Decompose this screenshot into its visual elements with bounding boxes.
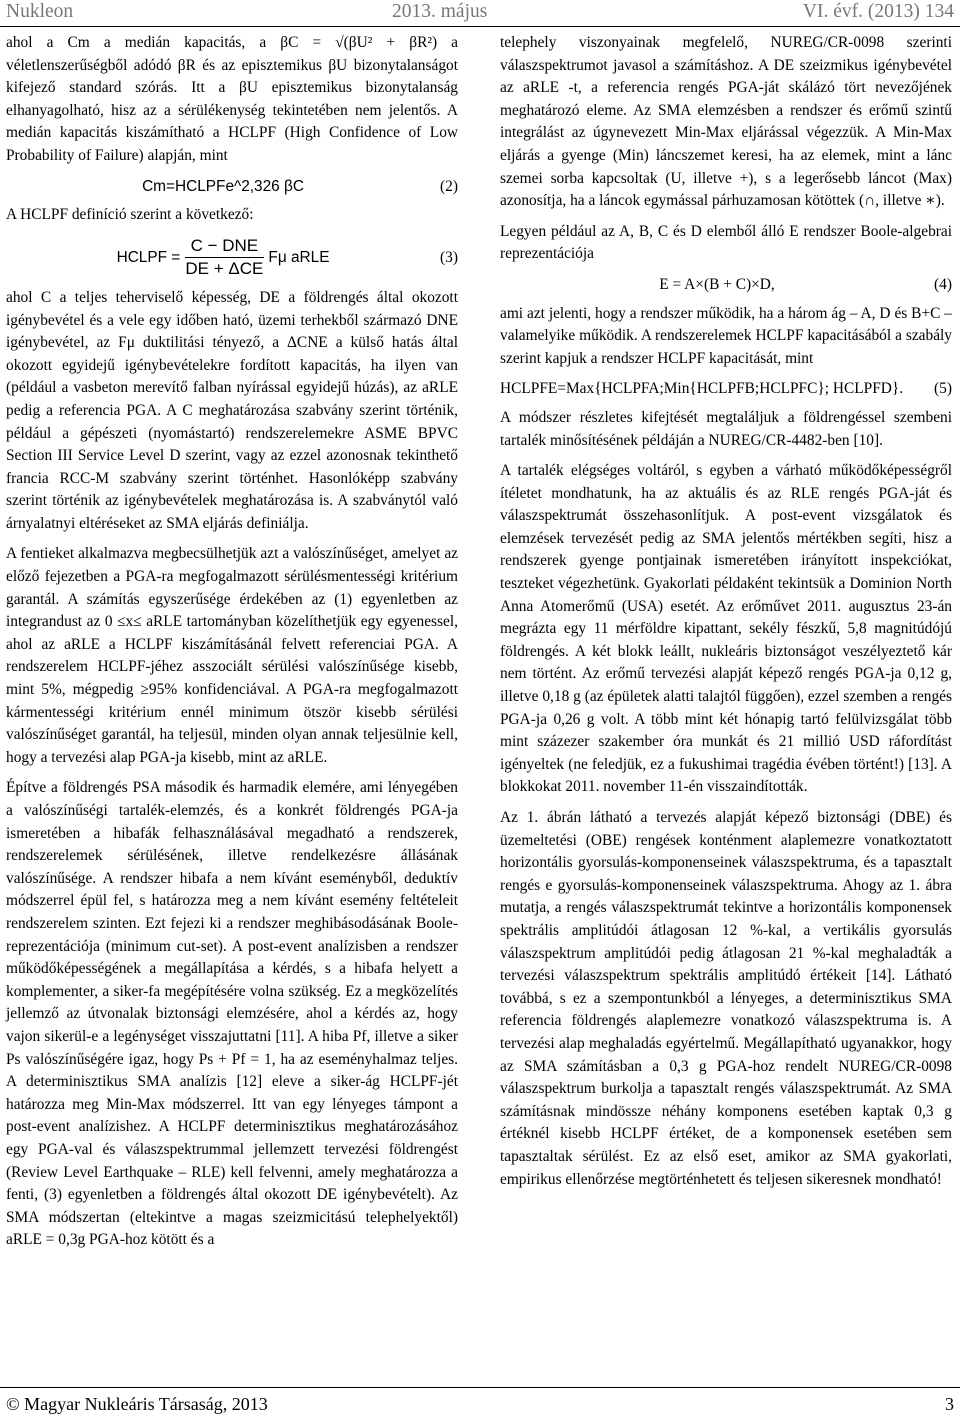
paragraph: Építve a földrengés PSA második és harmadik elemére, ami lényegében a valószínűségi tartalék-elemzés, és a konkrét földrengés PGA-ja ismeretében a hibafák felhasználásával megadható a rendszerek, rendszerelemek sérülésének, illetve rendelkezésre állásának valószínűsége. A rendszer hibafa a nem kívánt eseményből, deduktív módszerrel épül fel, s határozza meg a nem kívánt esemény feltételeit rendszerelem szinten. Ezt fejezi ki a rendszer meghibásodásának Boole-reprezentációja (minimum cut-set). A post-event analízisben a rendszer működőképességének a megállapítása a kérdés, s a hibafa helyett a komplementer, a siker-fa megépítésére volna szükség. Ez a megközelítés jellemző az útvonalak biztonsági elemzésére, ahol a kérdés az, hogy vajon sikerül-e a legénységet visszajuttatni [11]. A hiba Pf, illetve a siker Ps valószínűségére igaz, hogy Ps + Pf = 1, ha az eseményhalmaz teljes. A determinisztikus SMA analízis [12] eleve a siker-ág HCLPF-jét határozza meg Min-Max módszerrel. Itt van egy lényeges támpont a post-event analízishez. A HCLPF determinisztikus meghatározásához egy PGA-val és válaszspektrummal jellemzett tervezési földrengést (Review Level Earthquake – RLE) kell felvenni, amely meghatározza a fenti, (3) egyenletben a földrengés által okozott DE igénybevételt). Az SMA módszertan (eltekintve a magas szeizmicitású telephelyektől) aRLE = 0,3g PGA-hoz kötött és a [6,779,458,1249]
page-footer [0,1387,960,1422]
paragraph: A HCLPF definíció szerint a következő: [6,206,254,224]
paragraph: ami azt jelenti, hogy a rendszer működik, ha a három ág – A, D és B+C – valamelyike működik. A rendszerelemek HCLPF kapacitásából a szabály szerint kapjuk a rendszer HCLPF kapacitását, mint [500,304,952,367]
equation-3-rhs: Fμ aRLE [268,248,330,266]
fraction-numerator: C − DNE [185,235,265,259]
equation-4-body: E = A×(B + C)×D, [659,275,775,293]
paragraph: A fentieket alkalmazva megbecsülhetjük azt a valószínűséget, amelyet az előző fejezetben a PGA-ra megfogalmazott sérülésmentességi kritérium garantál. A számítás egyszerűsége érdekében az (1) egyenletben az integrandust az 0 ≤x≤ aRLE tartományban közelíthetjük egy egyenessel, ahol az aRLE a HCLPF kiszámításánál felvett referenciai PGA. A rendszerelem HCLPF-jéhez asszociált sérülési valószínűsége kisebb, mint 5%, mégpedig ≥95% konfidenciával. A PGA-ra megfogalmazott kármentességi kritérium ennél minimum ötször kisebb sérülési valószínűséget garantál, ha teljesül, minden olyan annak teljesülnie kell, hogy a tervezési alap PGA-ja kisebb, mint az aRLE. [6,545,458,766]
equation-5 [500,378,952,401]
equation-4 [500,274,952,297]
equation-number: (4) [934,275,952,293]
paragraph: ahol a Cm a medián kapacitás, a βC = √(βU² + βR²) a véletlenszerűségből adódó βR és az episztemikus βU bizonytalanságot kifejező standard szórás. Itt a βU episztemikus bizonytalanság elhanyagolható, hisz az a sérülékenység tekintetében nem jelentős. A medián kapacitás kiszámítható a HCLPF (High Confidence of Low Probability of Failure) alapján, mint [6,34,458,164]
equation-2-body: Cm=HCLPFe^2,326 βC [142,177,304,195]
paragraph: A tartalék elégséges voltáról, s egyben a várható működőképességről ítéletet mondhatunk, ha az aktuális és az RLE rengés PGA-ját és válaszspektrumát összehasonlítjuk. A post-event vizsgálatok és elemzések tervezését pedig az SMA jelentős mértékben segíti, hisz a rendszerek gyenge pontjainak ismeretében irányított inspekciókat, teszteket végezhetünk. Gyakorlati példaként tekintsük a Dominion North Anna Atomerőmű (USA) esetét. Az erőművet 2011. augusztus 23-án megrázta egy 11 mérföldre kipattant, sekély fészkű, 5,8 magnitúdójú földrengés. A két blokk leállt, nukleáris biztonságot veszélyeztető kár nem történt. Az erőmű tervezési alapját képező rengés PGA-ja 0,12 g, illetve 0,18 g (az épületek alatti talajtól függően), ezzel szemben a rengés PGA-ja 0,26 g volt. A több mint két hónapig tartó felülvizsgálat több mint százezer szakember óra munkát és 21 millió USD ráfordítást igényeltek (ne feledjük, ez a fukushimai tragédia évében történt!) [13]. A blokkokat 2011. november 11-én visszaindították. [500,462,952,796]
paragraph: ahol C a teljes teherviselő képesség, DE a földrengés által okozott igénybevétel és a vele egy időben ható, üzemi terhekből származó DNE igénybevétel, az Fμ duktilitási tényező, a ΔCNE a külső hatás által okozott egyidejű igénybevételekre fordított kapacitás, ha ilyen van (például a vasbeton merevítő falban nyírással egyidejű húzás), az aRLE pedig a referencia PGA. A C meghatározása szabvány szerint történik, például a gépészeti (nyomástartó) rendszerelemekre ASME BPVC Section III Service Level D szerint, vagy az ezzel azonosnak tekinthető francia RCC-M szabvány szerint történhet. Hasonlóképp szabvány szerint történik az igénybevételek meghatározása is. A szabványtól való árnyalatnyi eltéréseket az SMA eljárás definiálja. [6,288,458,532]
equation-5-body: HCLPFE=Max{HCLPFA;Min{HCLPFB;HCLPFC}; HCLPFD}. [500,380,904,398]
paragraph: Az 1. ábrán látható a tervezés alapját képező biztonsági (DBE) és üzemeltetési (OBE) rengések konténment alaplemezre vonatkoztatott horizontális gyorsulás-komponenseinek válaszspektruma, és a tapasztalt rengés e gyorsulás-komponenseinek válaszspektruma. Ahogy az 1. ábra mutatja, a rengés válaszspektrumát tekintve a horizontális komponensek spektrális amplitúdói átlagosan 12 %-kal, a vertikális gyorsulás válaszspektrum amplitúdói pedig átlagosan 21 %-kal meghaladták a tervezési válaszspektrum spektrális amplitúdó értékeit [14]. Látható továbbá, s ez a szempontunkból a lényeges, a determinisztikus SMA referencia földrengés alaplemezre vonatkozó válaszspektruma is. A tervezési alap meghaladás egyértelmű. Megállapítható ugyanakkor, hogy az SMA számításban a 0,3 g PGA-hoz rendelt NUREG/CR-0098 válaszspektrum burkolja a tapasztalt rengés válaszspektrumát. Az SMA számításnak mindössze néhány komponens esetében kaptak 0,3 g értéknél kisebb HCLPF értéket, de a komponensek esetében sem tapasztaltak sérülést. Ez az első eset, amikor az SMA gyakorlati, empirikus ellenőrzése megtörténhetett és teljesen sikeresnek mondható! [500,809,952,1188]
fraction [185,235,265,281]
issue-date: 2013. május [392,1,488,22]
equation-3-lhs: HCLPF = [116,248,181,266]
page-header [0,0,960,27]
equation-2 [6,176,458,199]
page-number: 3 [945,1394,954,1414]
copyright: © Magyar Nukleáris Társaság, 2013 [6,1394,268,1414]
equation-number: (2) [440,177,458,195]
paragraph: telephely viszonyainak megfelelő, NUREG/CR-0098 szerinti válaszspektrumot javasol a számításhoz. A DE szeizmikus igénybevétel az aRLE -t, a referencia rengés PGA-ját skálázó tört nevezőjének meghatározó eleme. Az SMA elemzésben a rendszer és erőmű szintű integrálást az úgynevezett Min-Max eljárással végezzük. A Min-Max eljárás a gyenge (Min) láncszemet keresi, ha az elemek, mint a lánc szemei sorba kapcsoltak (U, illetve +), s a legerősebb láncot (Max) azonosítja, ha a láncok egymással párhuzamosan kötöttek (∩, illetve ∗). [500,34,952,210]
left-column [6,32,458,1260]
journal-name: Nukleon [6,1,74,22]
paragraph: A módszer részletes kifejtését megtaláljuk a földrengéssel szembeni tartalék minősítésének példáján a NUREG/CR-4482-ben [10]. [500,408,952,449]
equation-3 [6,235,458,281]
paragraph: Legyen például az A, B, C és D elemből álló E rendszer Boole-algebrai reprezentációja [500,222,952,263]
fraction-denominator: DE + ΔCE [185,259,264,279]
equation-3-body [6,235,440,281]
equation-number: (3) [440,248,458,266]
volume-info: VI. évf. (2013) 134 [802,1,954,22]
equation-number: (5) [934,380,952,398]
right-column [500,32,952,1199]
